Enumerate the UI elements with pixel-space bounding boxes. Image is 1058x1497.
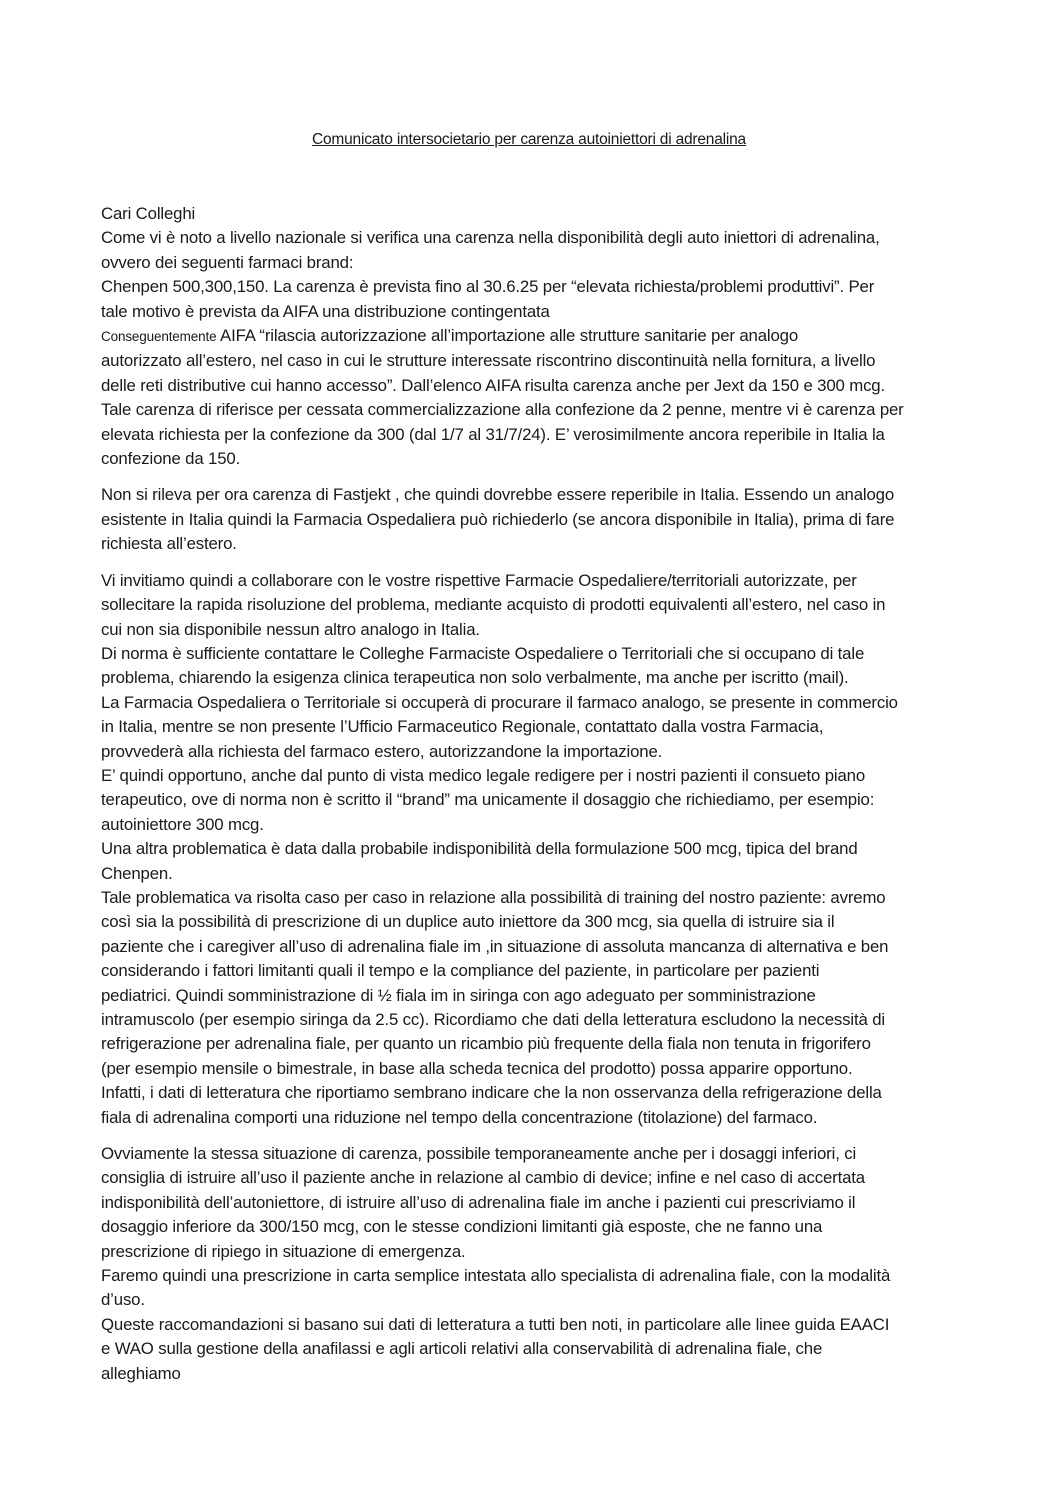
text-line: sollecitare la rapida risoluzione del problema, mediante acquisto di prodotti equivalenti all’estero, nel caso in bbox=[101, 595, 886, 615]
text-line: autoiniettore 300 mcg. bbox=[101, 814, 264, 834]
text-line: in Italia, mentre se non presente l’Ufficio Farmaceutico Regionale, contattato dalla vostra Farmacia, bbox=[101, 717, 824, 737]
text-line: paziente che i caregiver all’uso di adrenalina fiale im ,in situazione di assoluta mancanza di alternativa e ben bbox=[101, 936, 889, 956]
text-line: e WAO sulla gestione della anafilassi e agli articoli relativi alla conservabilità di adrenalina fiale, che bbox=[101, 1339, 823, 1359]
text-line: refrigerazione per adrenalina fiale, per quanto un ricambio più frequente della fiala non tenuta in frigorifero bbox=[101, 1034, 871, 1054]
paragraph-4 bbox=[101, 1142, 961, 1386]
text-line: delle reti distributive cui hanno accesso”. Dall’elenco AIFA risulta carenza anche per Jext da 150 e 300 mcg. bbox=[101, 375, 886, 395]
text-line bbox=[101, 324, 961, 349]
text-line: intramuscolo (per esempio siringa da 2.5 cc). Ricordiamo che dati della letteratura escludono la necessità di bbox=[101, 1010, 885, 1029]
text-line: Faremo quindi una prescrizione in carta semplice intestata allo specialista di adrenalina fiale, con la modalità bbox=[101, 1266, 891, 1286]
paragraph-3 bbox=[101, 569, 961, 1130]
document-title: Comunicato intersocietario per carenza autoiniettori di adrenalina bbox=[312, 131, 746, 148]
text-line: tale motivo è prevista da AIFA una distribuzione contingentata bbox=[101, 301, 550, 321]
small-text: Conseguentemente bbox=[101, 329, 217, 345]
text-line: esistente in Italia quindi la Farmacia Ospedaliera può richiederlo (se ancora disponibile in Italia), prima di fare bbox=[101, 509, 895, 529]
text-line: (per esempio mensile o bimestrale, in base alla scheda tecnica del prodotto) possa apparire opportuno. bbox=[101, 1058, 853, 1078]
document-body bbox=[101, 202, 961, 1386]
text-line: Ovviamente la stessa situazione di carenza, possibile temporaneamente anche per i dosaggi inferiori, ci bbox=[101, 1144, 857, 1164]
text-line: Come vi è noto a livello nazionale si verifica una carenza nella disponibilità degli auto iniettori di adrenalina, bbox=[101, 228, 880, 248]
text-line: d’uso. bbox=[101, 1290, 145, 1310]
text-line: Non si rileva per ora carenza di Fastjekt , che quindi dovrebbe essere reperibile in Italia. Essendo un analogo bbox=[101, 485, 895, 505]
text-line: provvederà alla richiesta del farmaco estero, autorizzandone la importazione. bbox=[101, 741, 663, 761]
text-line: confezione da 150. bbox=[101, 449, 241, 469]
text-line: Infatti, i dati di letteratura che riportiamo sembrano indicare che la non osservanza della refrigerazione della bbox=[101, 1083, 882, 1103]
text-line: prescrizione di ripiego in situazione di emergenza. bbox=[101, 1241, 466, 1261]
text-line: Chenpen 500,300,150. La carenza è prevista fino al 30.6.25 per “elevata richiesta/problemi produttivi”. Per bbox=[101, 277, 875, 297]
text-line: cui non sia disponibile nessun altro analogo in Italia. bbox=[101, 619, 480, 639]
text-line: così sia la possibilità di prescrizione di un duplice auto iniettore da 300 mcg, sia quella di istruire sia il bbox=[101, 912, 835, 932]
text-line: fiala di adrenalina comporti una riduzione nel tempo della concentrazione (titolazione) del farmaco. bbox=[101, 1107, 818, 1127]
text-line: indisponibilità dell’autoniettore, di istruire all’uso di adrenalina fiale im anche i pazienti cui prescriviamo il bbox=[101, 1192, 856, 1212]
text-line: Queste raccomandazioni si basano sui dati di letteratura a tutti ben noti, in particolare alle linee guida EAACI bbox=[101, 1314, 890, 1334]
paragraph-2 bbox=[101, 483, 961, 556]
text-line: pediatrici. Quindi somministrazione di ½ fiala im in siringa con ago adeguato per somministrazione bbox=[101, 985, 816, 1005]
text-line: considerando i fattori limitanti quali il tempo e la compliance del paziente, in particolare per pazienti bbox=[101, 961, 820, 981]
text-line: Di norma è sufficiente contattare le Colleghe Farmaciste Ospedaliere o Territoriali che si occupano di tale bbox=[101, 643, 865, 663]
text-line: Una altra problematica è data dalla probabile indisponibilità della formulazione 500 mcg, tipica del brand bbox=[101, 839, 858, 859]
text-line: E’ quindi opportuno, anche dal punto di vista medico legale redigere per i nostri pazienti il consueto piano bbox=[101, 765, 866, 785]
text-line: autorizzato all’estero, nel caso in cui le strutture interessate riscontrino discontinuità nella fornitura, a livello bbox=[101, 351, 876, 371]
text-line: problema, chiarendo la esigenza clinica terapeutica non solo verbalmente, ma anche per iscritto (mail). bbox=[101, 668, 849, 688]
text-line: Tale carenza di riferisce per cessata commercializzazione alla confezione da 2 penne, mentre vi è carenza per bbox=[101, 400, 904, 420]
text-span: AIFA “rilascia autorizzazione all’importazione alle strutture sanitarie per analogo bbox=[216, 326, 799, 346]
text-line: Chenpen. bbox=[101, 863, 173, 883]
text-line: Vi invitiamo quindi a collaborare con le vostre rispettive Farmacie Ospedaliere/territoriali autorizzate, per bbox=[101, 570, 857, 590]
text-line: elevata richiesta per la confezione da 300 (dal 1/7 al 31/7/24). E’ verosimilmente ancora reperibile in Italia la bbox=[101, 424, 885, 444]
text-line: terapeutico, ove di norma non è scritto il “brand” ma unicamente il dosaggio che richiediamo, per esempio: bbox=[101, 790, 875, 810]
text-line: consiglia di istruire all’uso il paziente anche in relazione al cambio di device; infine e nel caso di accertata bbox=[101, 1168, 865, 1188]
text-line: Tale problematica va risolta caso per caso in relazione alla possibilità di training del nostro paziente: avremo bbox=[101, 887, 886, 907]
text-line: richiesta all’estero. bbox=[101, 534, 237, 554]
paragraph-1 bbox=[101, 202, 961, 471]
text-line: alleghiamo bbox=[101, 1363, 181, 1383]
text-line: La Farmacia Ospedaliera o Territoriale si occuperà di procurare il farmaco analogo, se presente in commercio bbox=[101, 692, 898, 712]
text-line: ovvero dei seguenti farmaci brand: bbox=[101, 252, 354, 272]
text-line: Cari Colleghi bbox=[101, 204, 196, 223]
text-line: dosaggio inferiore da 300/150 mcg, con le stesse condizioni limitanti già esposte, che ne fanno una bbox=[101, 1217, 823, 1237]
